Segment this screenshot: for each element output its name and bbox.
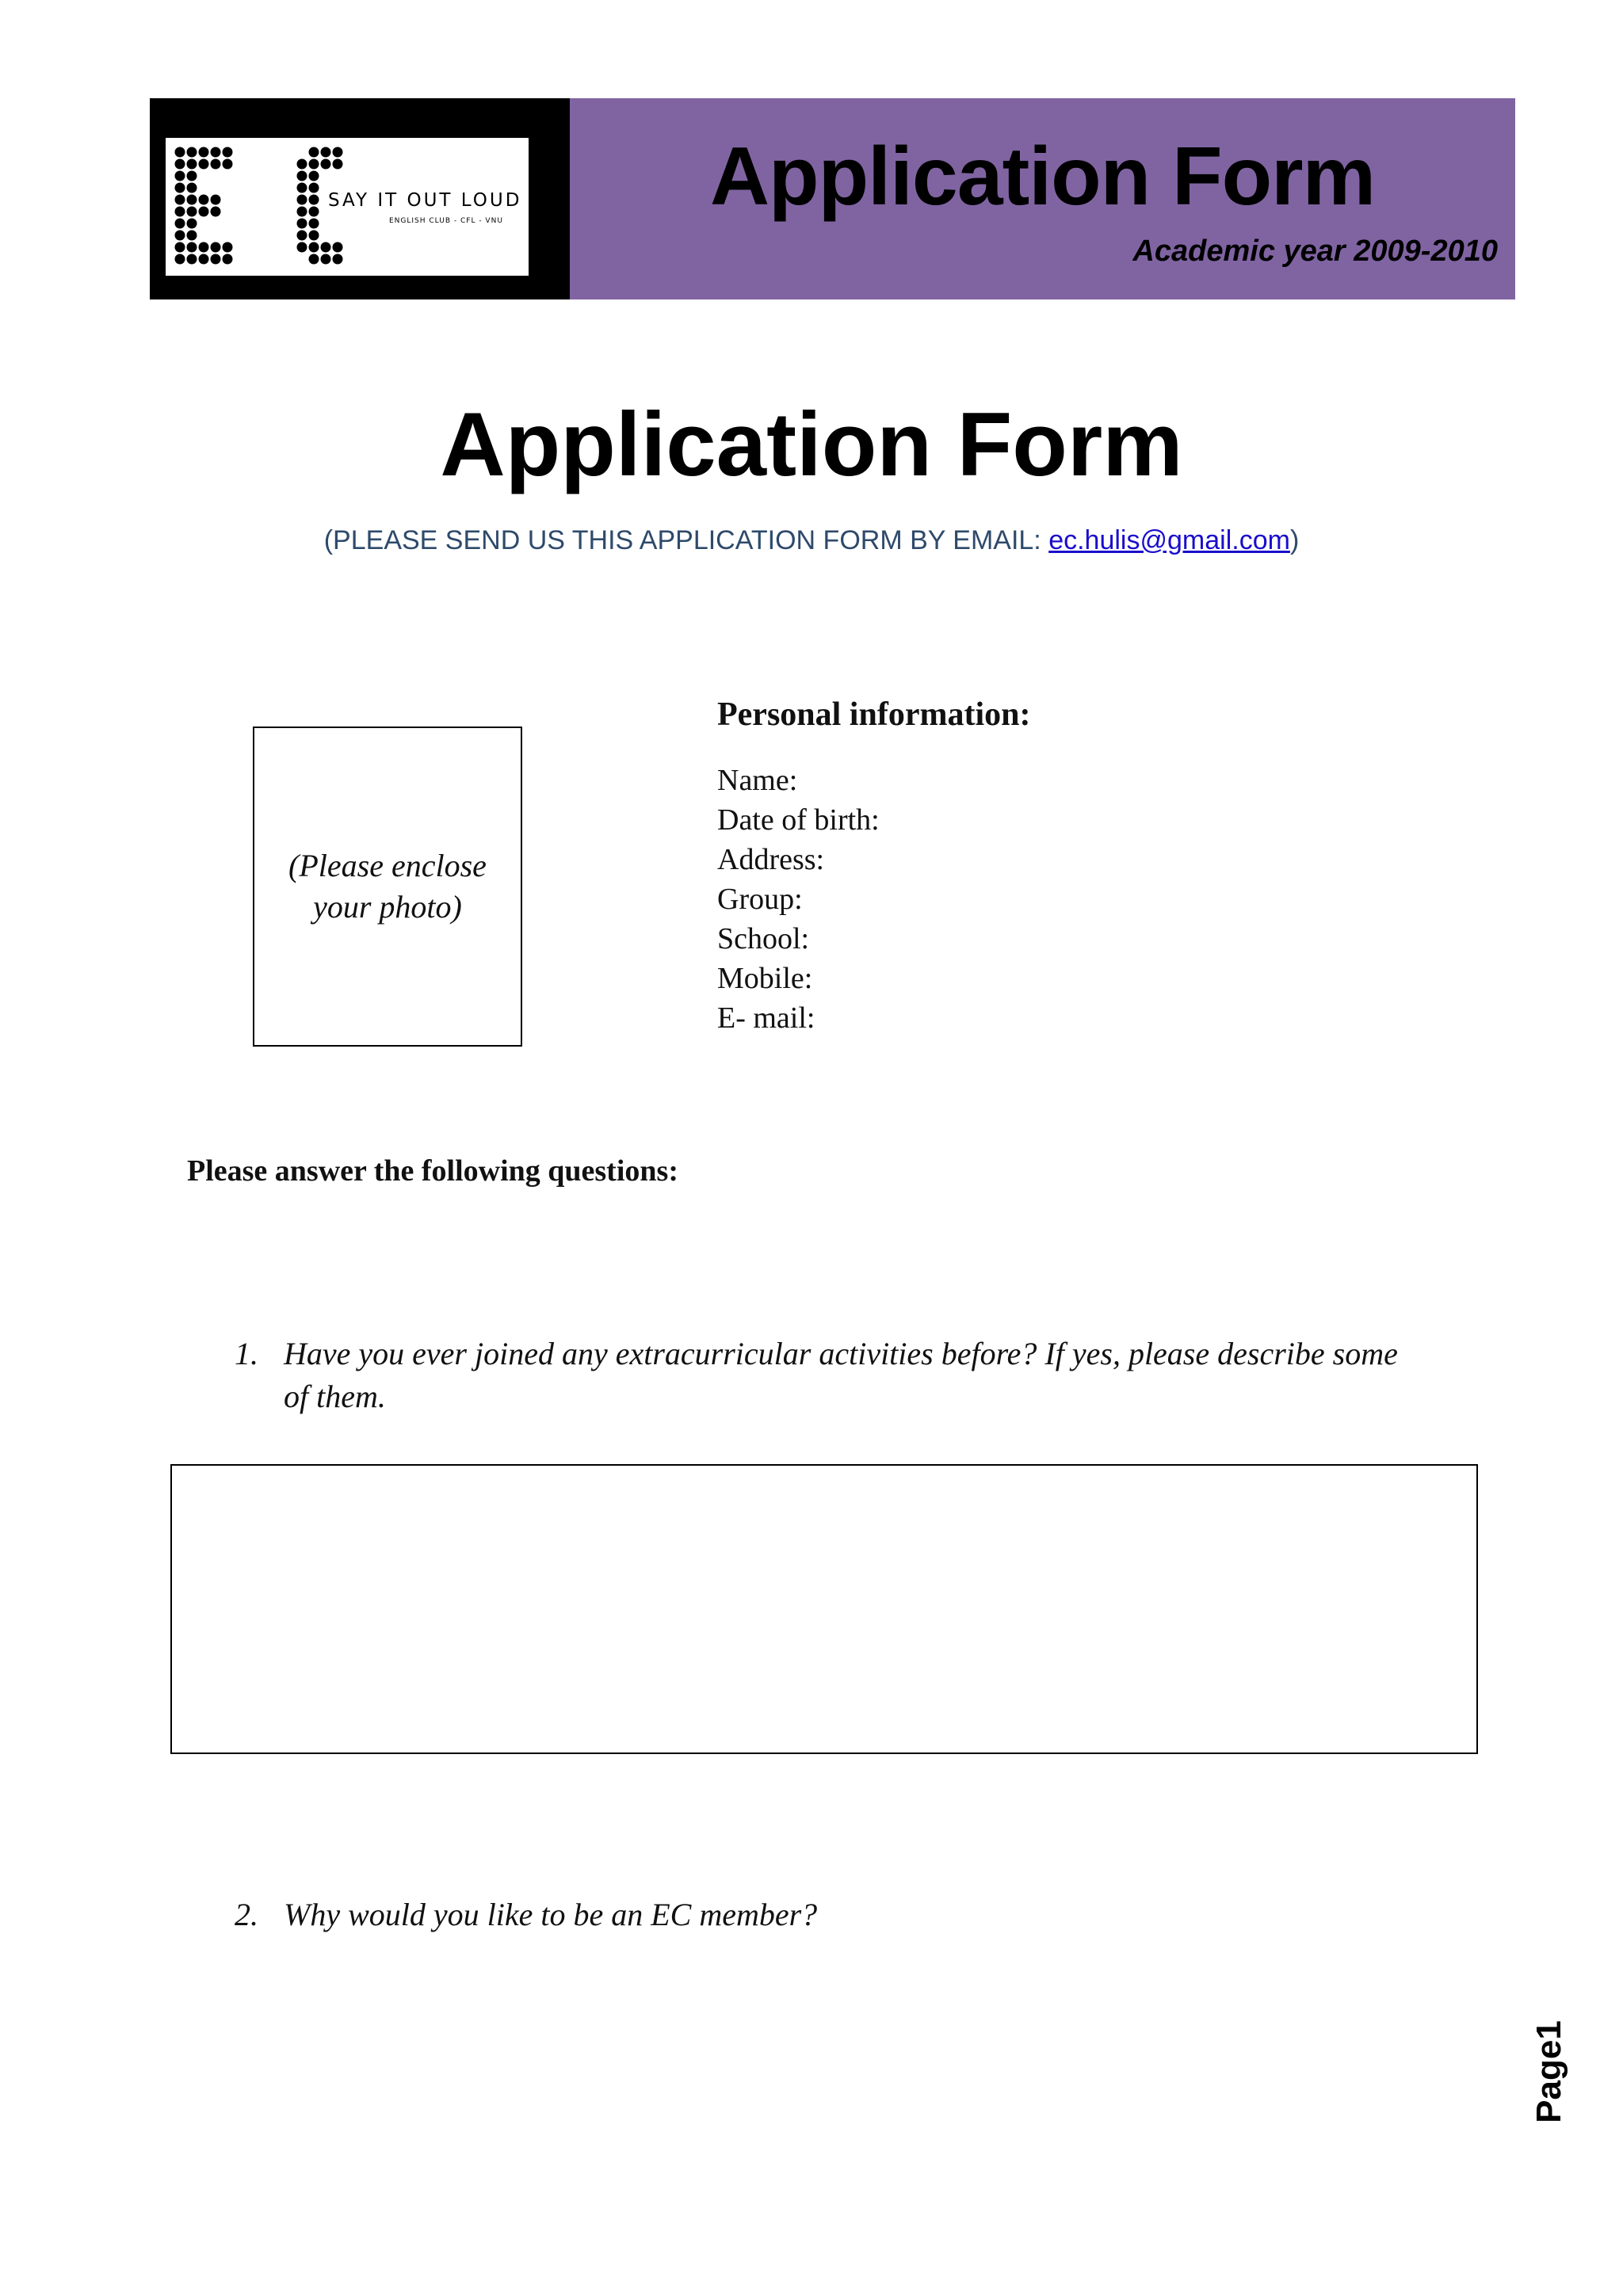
field-date-of-birth[interactable]: Date of birth:	[717, 803, 880, 837]
email-link[interactable]: ec.hulis@gmail.com	[1048, 525, 1290, 555]
question-number: 2.	[235, 1897, 258, 1932]
ec-logo	[166, 138, 529, 276]
field-name[interactable]: Name:	[717, 764, 798, 797]
instruction-prefix: (PLEASE SEND US THIS APPLICATION FORM BY EMAIL:	[323, 525, 1049, 555]
submission-instruction	[0, 525, 1623, 556]
question-2	[235, 1894, 1471, 1941]
question-number: 1.	[235, 1336, 258, 1371]
answer-box-1[interactable]	[170, 1464, 1478, 1754]
page-number	[1526, 2000, 1573, 2143]
instruction-suffix: )	[1289, 525, 1300, 555]
banner-title: Application Form	[709, 131, 1376, 223]
field-mobile[interactable]: Mobile:	[717, 962, 813, 995]
photo-instruction	[288, 845, 487, 928]
question-text	[284, 1894, 817, 1936]
photo-line-2: your photo)	[313, 889, 462, 925]
question-text	[284, 1333, 1398, 1418]
question-1-line-1: Have you ever joined any extracurricular activities before? If yes, please describe some	[284, 1336, 1398, 1371]
banner-title-panel	[570, 98, 1515, 299]
field-email[interactable]: E- mail:	[717, 1001, 815, 1035]
questions-intro: Please answer the following questions:	[187, 1154, 678, 1188]
question-1	[235, 1333, 1471, 1428]
page-title: Application Form	[440, 395, 1183, 495]
logo-small-text: ENGLISH CLUB - CFL - VNU	[389, 217, 503, 225]
page-number-text: Page1	[1529, 2020, 1569, 2123]
header-banner	[150, 98, 1515, 299]
logo-tagline: SAY IT OUT LOUD	[328, 190, 522, 211]
photo-placeholder[interactable]	[253, 727, 522, 1047]
personal-info-heading: Personal information:	[717, 696, 1031, 733]
field-address[interactable]: Address:	[717, 843, 825, 876]
field-school[interactable]: School:	[717, 922, 810, 955]
question-1-line-2: of them.	[284, 1379, 386, 1414]
photo-line-1: (Please enclose	[288, 848, 487, 883]
field-group[interactable]: Group:	[717, 883, 803, 916]
personal-info-fields	[717, 761, 880, 1038]
academic-year: Academic year 2009-2010	[1132, 235, 1498, 268]
question-2-line-1: Why would you like to be an EC member?	[284, 1897, 818, 1932]
